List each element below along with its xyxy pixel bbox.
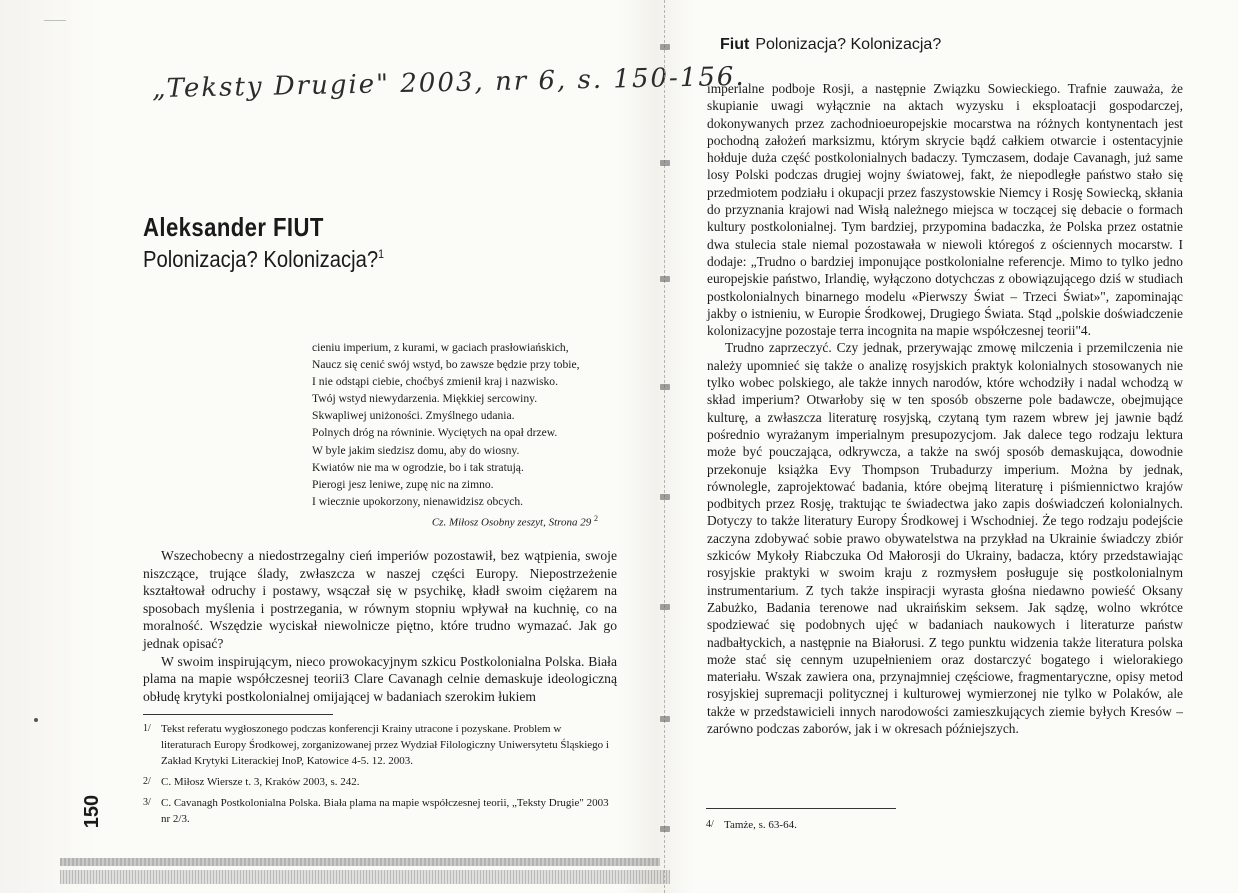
- footnote-text: C. Cavanagh Postkolonialna Polska. Biała plama na mapie współczesnej teorii, „Teksty Drugie" 2003 nr 2/3.: [161, 797, 609, 825]
- left-body-text: [143, 547, 617, 705]
- body-paragraph: Trudno zaprzeczyć. Czy jednak, przerywając zmowę milczenia i przemilczenia nie należy upomnieć się także o analizę rosyjskich praktyk kolonialnych stosowanych nie tylko wobec polskiego, ale także innych narodów, które wchodziły i nadal wchodzą w skład imperium? Otwarłoby się w ten sposób obszerne pole badawcze, obejmujące kulturę, a zwłaszcza literaturę rosyjską, czytaną tym razem wbrew jej jawnie bądź pośrednio wyrażanym imperialnym presupozycjom. Jak dalece tego rodzaju lektura może być pouczająca, odkrywcza, a także na swój sposób demaskująca, dowodnie przekonuje książka Evy Thompson Trubadurzy imperium. Można by jednak, równolegle, zaprojektować badania, które obejmą literaturę i piśmiennictwo krajów podbitych przez Rosję, traktując te świadectwa jako zapis doświadczeń kolonialnych. Dotyczy to także literatury Europy Środkowej i Wschodniej. Że tego rodzaju podejście zaczyna zdobywać sobie prawo obywatelstwa na przykład na Ukrainie świadczy zbiór szkiców Mykoły Riabczuka Od Małorosji do Ukrainy, badacza, który przedstawiając rosyjskie praktyki w swoim kraju z rozmysłem posługuje się postkolonialnym instrumentarium. Z tych także inspiracji wyrasta głośna niedawno powieść Oksany Zabużko, Badania terenowe nad ukraińskim seksem. Jak sądzę, wolno wkrótce spodziewać się podobnych ujęć w badaniach naukowych i literaturze państw nadbałtyckich, a następnie na Białorusi. Z tego punktu widzenia także literatura polska może stać się cennym uzupełnieniem oraz dostarczyć bogatego i wielorakiego materiału. Wszak zawiera ona, przynajmniej częściowe, fragmentaryczne, opisy metod rosyjskiej supremacji politycznej i kulturowej wymierzonej nie tylko w Polaków, ale także w przedstawicieli innych narodowości zamieszkujących ziemie byłych Kresów – zarówno podczas zaborów, jak i w okresach późniejszych.: [707, 340, 1183, 736]
- scan-edge-shadow: [60, 870, 670, 884]
- poem-attribution: [312, 510, 598, 532]
- handwritten-citation: „Teksty Drugie" 2003, nr 6, s. 150-156.: [151, 61, 746, 105]
- poem-line: Skwapliwej uniżoności. Zmyślnego udania.: [312, 409, 515, 423]
- footnote: [143, 795, 613, 827]
- footnote-number: 3/: [143, 797, 151, 808]
- scan-dot-mark: [34, 718, 38, 722]
- epigraph-poem: [312, 339, 642, 532]
- body-paragraph: Wszechobecny a niedostrzegalny cień imperiów pozostawił, bez wątpienia, swoje niszczące, trujące ślady, zwłaszcza w naszej części Europy. Niepostrzeżenie kształtował odruchy i postawy, wsączał się w psychikę, kładł swoim ciężarem na sposobach myślenia i postrzegania, w równym stopniu wpływał na kuchnię, co na moralność. Wszędzie wyciskał niewolnicze piętno, które trudno wymazać. Jak go jednak opisać?: [143, 548, 617, 651]
- footnote-rule: [143, 714, 333, 715]
- right-body-text: [707, 80, 1183, 737]
- running-header: [720, 36, 941, 54]
- article-author: Aleksander FIUT: [143, 212, 324, 242]
- poem-line: W byle jakim siedzisz domu, aby do wiosny.: [312, 443, 520, 457]
- gutter-marks: [656, 0, 676, 893]
- body-paragraph: W swoim inspirującym, nieco prowokacyjnym szkicu Postkolonialna Polska. Biała plama na mapie współczesnej teorii3 Clare Cavanagh celnie demaskuje ideologiczną obłudę krytyki postkolonialnej omijającej w badaniach szerokim łukiem: [143, 653, 617, 704]
- header-author: Fiut: [720, 36, 750, 53]
- article-title-text: Polonizacja? Kolonizacja?: [143, 246, 379, 272]
- footnote-text: Tekst referatu wygłoszonego podczas konferencji Krainy utracone i pozyskane. Problem w literaturach Europy Środkowej, zorganizowanej przez Wydział Filologiczny Uniwersytetu Śląskiego i Zakład Krytyki Literackiej InoP, Katowice 4-5. 12. 2003.: [161, 723, 609, 767]
- poem-line: Naucz się cenić swój wstyd, bo zawsze będzie przy tobie,: [312, 358, 580, 372]
- poem-line: cieniu imperium, z kurami, w gaciach prasłowiańskich,: [312, 341, 569, 354]
- footnote: [143, 721, 613, 769]
- scan-edge-shadow: [60, 858, 660, 866]
- poem-attribution-mark: 2: [594, 513, 598, 523]
- body-paragraph: imperialne podboje Rosji, a następnie Związku Sowieckiego. Trafnie zauważa, że skupianie uwagi wyłącznie na aktach wyzysku i eksploatacji gospodarczej, dokonywanych przez zachodnioeuropejskie mocarstwa na różnych kontynentach jest pochodną założeń marksizmu, którym skrycie bądź całkiem otwarcie i ostentacyjnie hołduje duża część postkolonialnych badaczy. Tymczasem, dodaje Cavanagh, już same losy Polski podczas drugiej wojny światowej, fakt, że niepodległe państwo stało się przedmiotem podziału i okupacji przez faszystowskie Niemcy i Rosję Sowiecką, skłania do przyznania krajowi nad Wisłą należnego miejsca w toczącej się debacie o formach kultury postkolonialnej. Tym bardziej, przypomina badaczka, że Polska przez ostatnie dwa stulecia stale niemal pozostawała w niewoli któregoś z ościennych mocarstw. I dodaje: „Trudno o bardziej imponujące postkolonialne referencje. Mimo to tylko jedno europejskie państwo, Irlandię, wyłączono dotychczas z obowiązującego dziś w studiach postkolonialnych binarnego modelu «Pierwszy Świat – Trzeci Świat»", zapominając jakby o istnieniu, w Europie Środkowej, Drugiego Świata. Stąd „polskie doświadczenie kolonizacyjne pozostaje terra incognita na mapie współczesnej teorii"4.: [707, 81, 1183, 339]
- footnote-number: 4/: [706, 819, 714, 830]
- left-footnotes: [143, 721, 613, 832]
- footnote-rule: [706, 808, 896, 809]
- footnote-number: 1/: [143, 723, 151, 734]
- scan-corner-mark: [44, 20, 66, 27]
- title-footnote-mark: 1: [378, 247, 385, 261]
- footnote-text: Tamże, s. 63-64.: [724, 819, 797, 831]
- article-title: [143, 246, 384, 273]
- poem-line: Pierogi jesz leniwe, zupę nic na zimno.: [312, 477, 494, 491]
- header-title: Polonizacja? Kolonizacja?: [755, 36, 942, 53]
- footnote: [706, 817, 1176, 833]
- footnote-number: 2/: [143, 776, 151, 787]
- footnote-text: C. Miłosz Wiersze t. 3, Kraków 2003, s. 242.: [161, 776, 360, 788]
- right-footnotes: [706, 817, 1176, 838]
- poem-line: Twój wstyd niewydarzenia. Miękkiej sercowiny.: [312, 392, 538, 406]
- poem-attribution-text: Cz. Miłosz Osobny zeszyt, Strona 29: [431, 516, 592, 529]
- poem-line: I wiecznie upokorzony, nienawidzisz obcych.: [312, 494, 524, 508]
- poem-line: Kwiatów nie ma w ogrodzie, bo i tak stratują.: [312, 460, 524, 474]
- page-number: 150: [81, 794, 104, 829]
- footnote: [143, 774, 613, 790]
- poem-line: I nie odstąpi ciebie, choćbyś zmienił kraj i nazwisko.: [312, 375, 558, 389]
- poem-line: Polnych dróg na równinie. Wyciętych na opał drzew.: [312, 426, 558, 440]
